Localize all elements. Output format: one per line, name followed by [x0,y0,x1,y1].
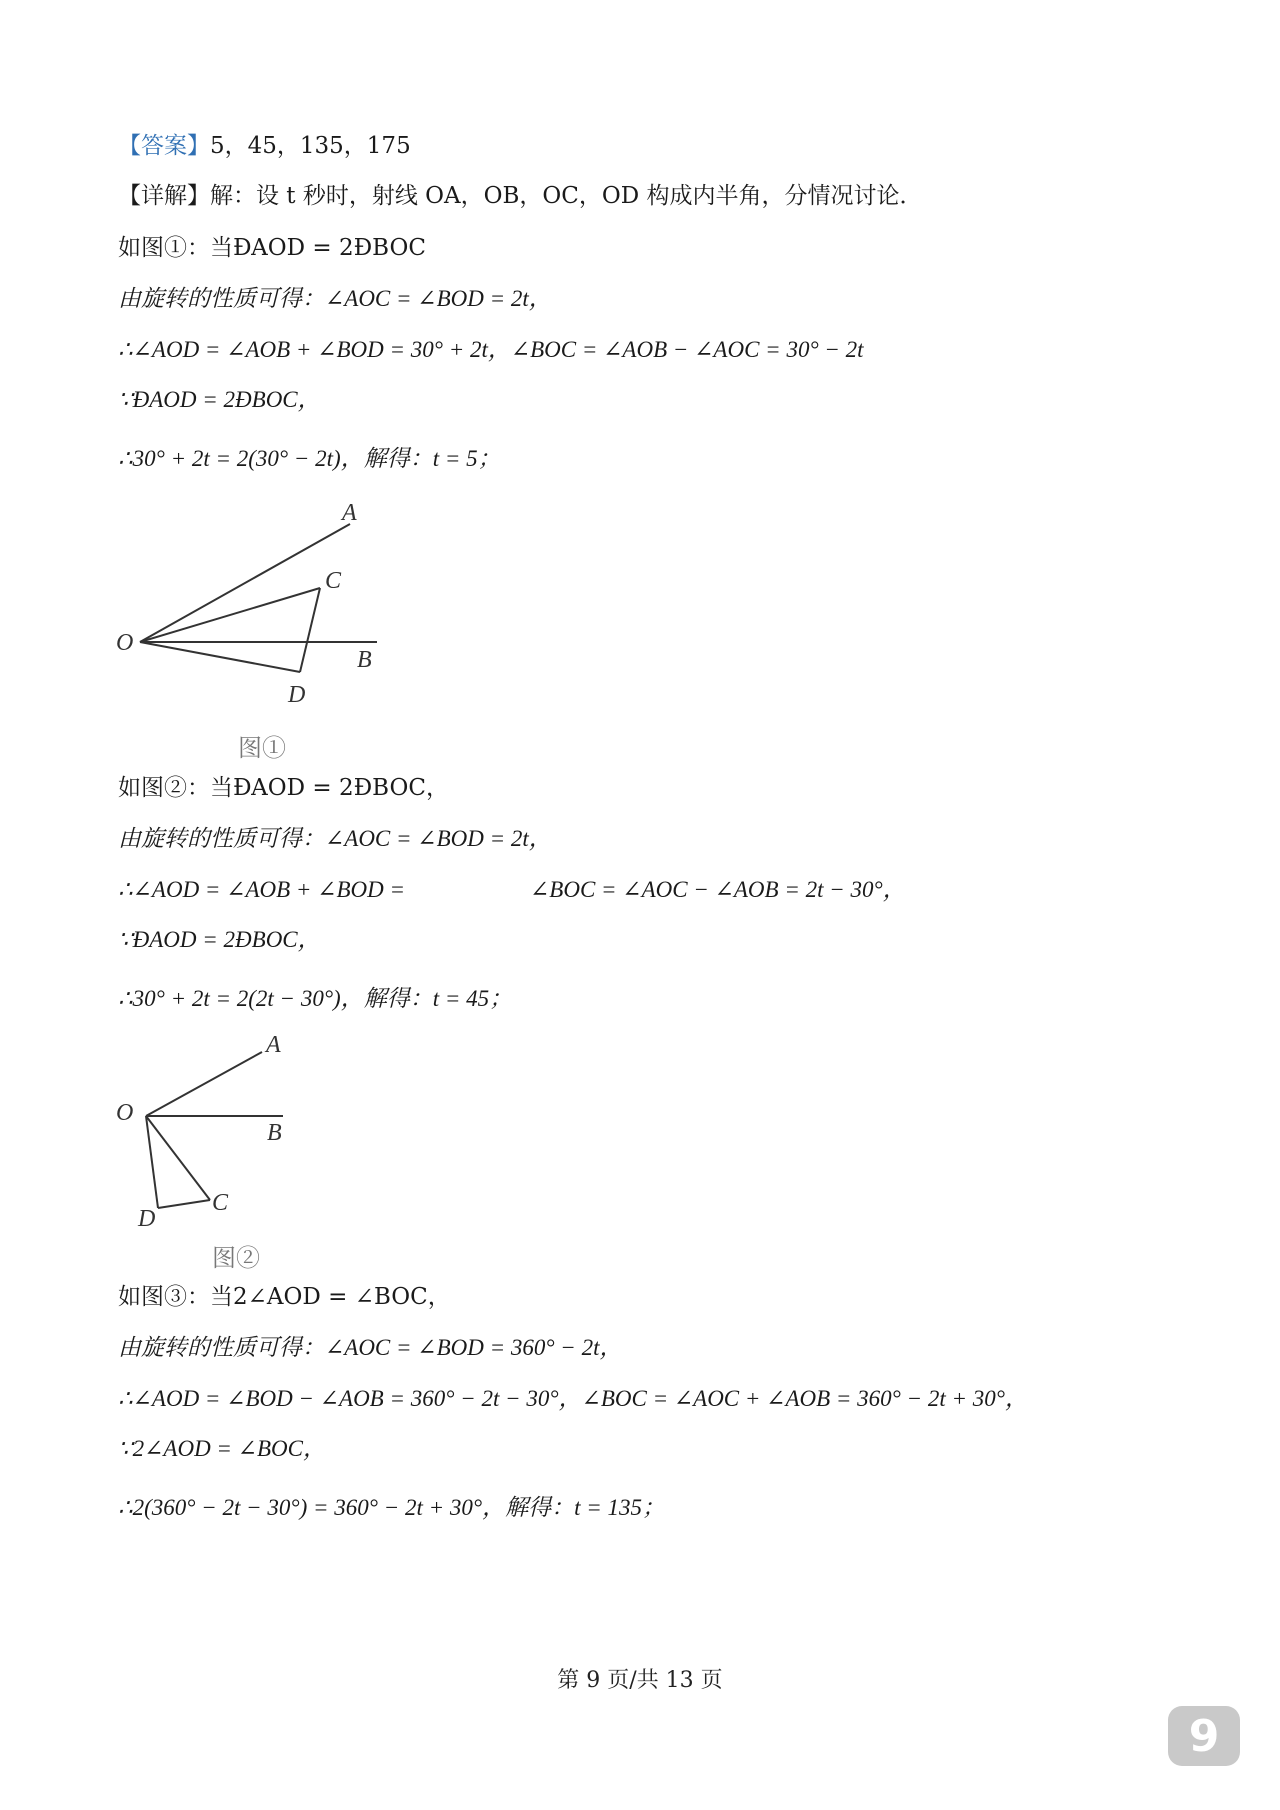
ray-od [140,642,300,672]
case2-because: ∵ÐAOD = 2ÐBOC， [118,927,321,952]
label-c-2: C [212,1190,229,1216]
case2-derive-b: ∠BOC = ∠AOC − ∠AOB = 2t − 30°， [530,877,906,902]
detail-text: 解：设 t 秒时，射线 OA，OB，OC，OD 构成内半角，分情况讨论． [210,183,923,209]
case2-solve: ∴30° + 2t = 2(2t − 30°)，解得：t = 45； [118,986,513,1011]
page-number-badge: 9 [1168,1706,1240,1766]
case1-solve: ∴30° + 2t = 2(30° − 2t)，解得：t = 5； [118,446,501,471]
label-d: D [288,682,306,708]
segment-cd [300,588,320,672]
case3-rotation: 由旋转的性质可得：∠AOC = ∠BOD = 360° − 2t， [118,1335,623,1360]
ray-oa-2 [146,1052,262,1116]
figure-1-diagram [100,492,400,712]
case1-derive: ∴∠AOD = ∠AOB + ∠BOD = 30° + 2t，∠BOC = ∠AOB − ∠AOC = 30° − 2t [118,337,864,362]
case2-rotation: 由旋转的性质可得：∠AOC = ∠BOD = 2t， [118,826,552,851]
label-b: B [357,647,372,673]
answer-label: 【答案】 [118,133,210,159]
case3-because: ∵2∠AOD = ∠BOC， [118,1436,326,1461]
case3-intro: 如图③：当2∠AOD = ∠BOC， [118,1284,451,1310]
case2-intro: 如图②：当ÐAOD = 2ÐBOC， [118,775,449,801]
label-o-2: O [116,1100,134,1126]
figure-2-caption: 图② [212,1244,260,1272]
case3-solve: ∴2(360° − 2t − 30°) = 360° − 2t + 30°，解得：t = 135； [118,1495,666,1520]
case1-because: ∵ÐAOD = 2ÐBOC， [118,387,321,412]
case2-derive-a: ∴∠AOD = ∠AOB + ∠BOD = [118,877,406,902]
case2-derive [118,875,906,905]
label-a: A [342,500,357,526]
case3-derive: ∴∠AOD = ∠BOD − ∠AOB = 360° − 2t − 30°，∠BOC = ∠AOC + ∠AOB = 360° − 2t + 30°， [118,1386,1028,1411]
case1-intro: 如图①：当ÐAOD = 2ÐBOC [118,235,426,261]
answer-text: 5，45，135，175 [210,133,411,159]
label-o: O [116,630,134,656]
segment-dc-2 [158,1200,210,1208]
figure-1-caption: 图① [238,734,286,762]
answer-line [118,131,411,161]
ray-oc [140,588,320,642]
label-c: C [325,568,342,594]
detail-line [118,181,922,211]
label-d-2: D [138,1206,156,1232]
page-footer: 第 9 页/共 13 页 [557,1668,723,1693]
label-a-2: A [266,1032,281,1058]
detail-label: 【详解】 [118,183,210,209]
case1-rotation: 由旋转的性质可得：∠AOC = ∠BOD = 2t， [118,286,552,311]
ray-oa [140,524,350,642]
figure-2-diagram [100,1030,300,1240]
label-b-2: B [267,1120,282,1146]
